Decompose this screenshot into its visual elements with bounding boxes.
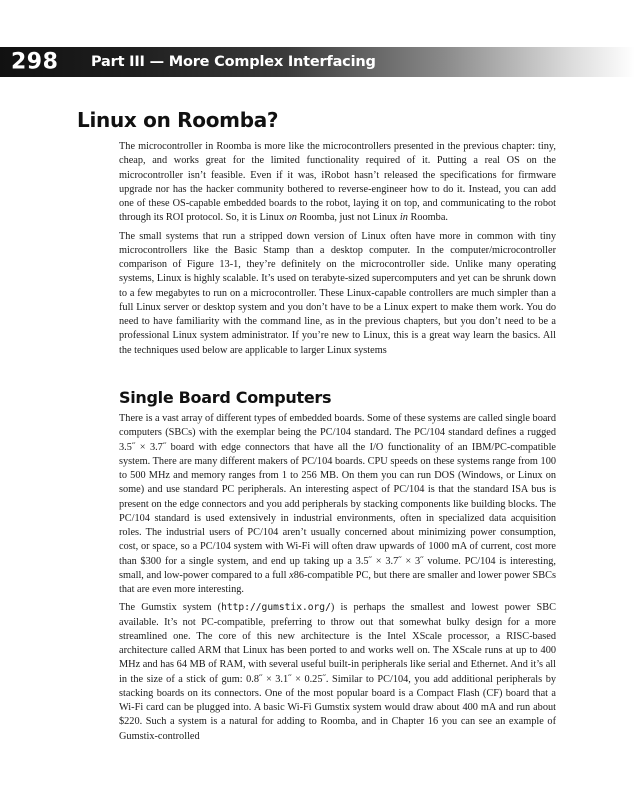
subsection-body: [119, 412, 556, 744]
paragraph: [119, 601, 556, 744]
running-header: [0, 47, 635, 77]
paragraph: The small systems that run a stripped down version of Linux often have more in common with tiny microcontrollers like the Basic Stamp than a desktop computer. In the computer/microcontroller comparison of Figure 13-1, they’re definitely on the microcontroller side. Unlike many operating systems, Linux is highly scalable. It’s used on terabyte-sized supercomputers and yet can be shrunk down to a few megabytes to run on a microcontroller. These Linux-capable controllers are much simpler than a full Linux server or desktop system and you don’t have to be a Linux expert to make them work. You do need to have familiarity with the command line, as in the previous chapters, but you don’t need to be a professional Linux system administrator. If you’re new to Linux, this is a great way learn the basics. All the techniques used below are applicable to larger Linux systems: [119, 230, 556, 356]
emphasis: x: [289, 569, 294, 581]
text-run: ) is perhaps the smallest and lowest power SBC available. It’s not PC-compatible, preferring to throw out that somewhat bulky design for a more streamlined one. The core of this new architecture is the Intel XScale processor, a RISC-based architecture called ARM that Linux has been ported to and works well on. The XScale runs at up to 400 MHz and has 64 MB of RAM, with several useful built-in peripherals like serial and Ethernet. And it’s all in the size of a stick of gum: 0.8˝ × 3.1˝ × 0.25˝. Similar to PC/104, you add additional peripherals by stacking boards on its connectors. One of the most popular board is a Compact Flash (CF) board that a Wi-Fi card can be plugged into. A basic Wi-Fi Gumstix system would draw about 400 mA and run about $220. Such a system is a natural for adding to Roomba, and in Chapter 16 you can see an example of Gumstix-controlled: [119, 602, 557, 742]
paragraph: [119, 140, 556, 226]
subsection-heading: Single Board Computers: [119, 388, 332, 407]
section-heading: Linux on Roomba?: [77, 108, 279, 132]
text-run: 86-compatible PC, but there are smaller and lower power SBCs that are even more interesting.: [119, 569, 556, 595]
section-body: [119, 140, 556, 358]
paragraph: [119, 412, 556, 597]
text-run: Roomba.: [407, 212, 448, 224]
text-run: There is a vast array of different types of embedded boards. Some of these systems are called single board computers (SBCs) with the exemplar being the PC/104 standard. The PC/104 standard defines a rugged 3.5˝ × 3.7˝ board with edge connectors that have all the I/O functionality of an IBM/PC-compatible system. There are many different makers of PC/104 boards. CPU speeds on these systems range from 100 to 500 MHz and memory ranges from 1 to 256 MB. On them you can run DOS (Windows, or Linux on some) and use standard PC peripherals. An interesting aspect of PC/104 is that the standard ISA bus is present on the edge connectors and you add peripherals by stacking components like building blocks. The PC/104 standard is used extensively in industrial environments, often in specialized data acquisition roles. The industrial users of PC/104 aren’t usually concerned about minimizing power consumption, cost, or space, so a PC/104 system with Wi-Fi will often draw upwards of 1000 mA of current, cost more than $300 for a single system, and end up taking up a 3.5˝ × 3.7˝ × 3˝ volume. PC/104 is interesting, small, and low-power compared to a full: [119, 413, 556, 581]
text-run: The microcontroller in Roomba is more like the microcontrollers presented in the previous chapter: tiny, cheap, and works great for the limited functionality required of it. Putting a real OS on the microcontroller isn’t feasible. Even if it was, iRobot hasn’t released the specifications for firmware upgrade nor has the hacker community bothered to reverse-engineer how to do it. Instead, you can add one of these OS-capable embedded boards to the robot, laying it on top, and communicating to the robot through its ROI protocol. So, it is Linux: [119, 141, 556, 224]
emphasis: in: [399, 212, 408, 224]
part-title: Part III — More Complex Interfacing: [91, 54, 376, 70]
url-link[interactable]: http://gumstix.org/: [221, 602, 331, 614]
text-run: Roomba, just not Linux: [296, 212, 400, 224]
emphasis: on: [286, 212, 297, 224]
text-run: The Gumstix system (: [119, 602, 222, 614]
page-number: 298: [11, 49, 59, 75]
